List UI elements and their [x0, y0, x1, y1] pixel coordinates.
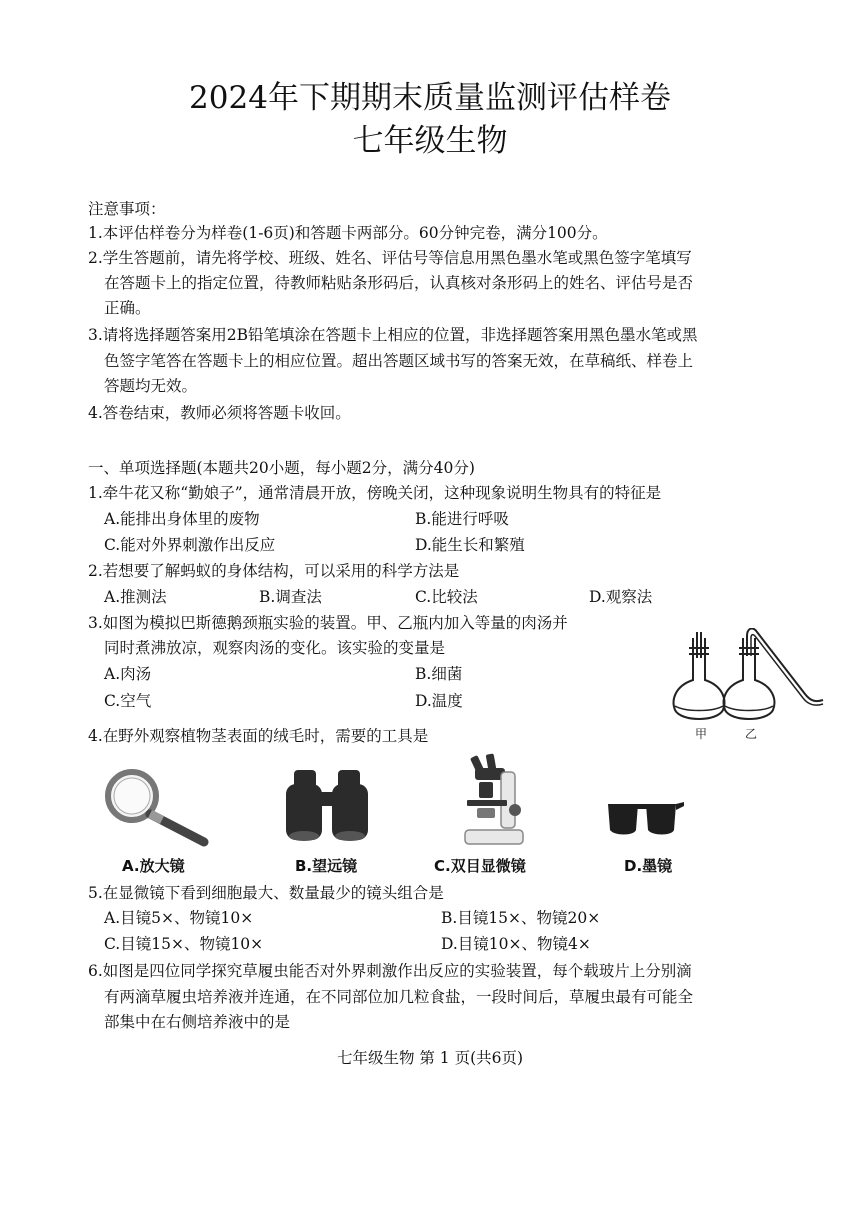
question-2-option-c: C.比较法: [415, 588, 478, 606]
microscope-icon: [455, 752, 535, 848]
notes-heading: 注意事项：: [88, 200, 166, 218]
question-3-option-d: D.温度: [415, 692, 463, 710]
question-5-option-b: B.目镜15×、物镜20×: [441, 909, 601, 927]
magnifier-icon: [100, 768, 215, 848]
question-1-option-b: B.能进行呼吸: [415, 510, 509, 528]
question-6-stem-line-1: 6.如图是四位同学探究草履虫能否对外界刺激作出反应的实验装置，每个载玻片上分别滴: [88, 962, 692, 980]
option-b-caption: B.望远镜: [295, 857, 358, 875]
question-3-stem-line-2: 同时煮沸放凉，观察肉汤的变化。该实验的变量是: [104, 639, 446, 657]
note-2-line-1: 2.学生答题前，请先将学校、班级、姓名、评估号等信息用黑色墨水笔或黑色签字笔填写: [88, 249, 692, 267]
question-1-option-a: A.能排出身体里的废物: [104, 510, 260, 528]
note-3-line-3: 答题均无效。: [104, 377, 198, 395]
question-6-stem-line-3: 部集中在右侧培养液中的是: [104, 1013, 291, 1031]
question-3-option-b: B.细菌: [415, 665, 463, 683]
page-footer: 七年级生物 第 1 页(共6页): [336, 1049, 524, 1067]
note-4: 4.答卷结束，教师必须将答题卡收回。: [88, 404, 351, 422]
section-1-heading: 一、单项选择题(本题共20小题，每小题2分，满分40分): [88, 459, 475, 477]
question-3-stem-line-1: 3.如图为模拟巴斯德鹅颈瓶实验的装置。甲、乙瓶内加入等量的肉汤并: [88, 614, 568, 632]
note-3-line-1: 3.请将选择题答案用2B铅笔填涂在答题卡上相应的位置，非选择题答案用黑色墨水笔或黑: [88, 326, 698, 344]
option-a-caption: A.放大镜: [122, 857, 185, 875]
question-4-stem: 4.在野外观察植物茎表面的绒毛时，需要的工具是: [88, 727, 429, 745]
flask-yi-label: 乙: [745, 727, 758, 741]
question-2-option-b: B.调查法: [259, 588, 322, 606]
question-5-option-d: D.目镜10×、物镜4×: [441, 935, 591, 953]
note-1: 1.本评估样卷分为样卷(1-6页)和答题卡两部分。60分钟完卷，满分100分。: [88, 224, 608, 242]
flask-jia-label: 甲: [695, 727, 708, 741]
question-3-option-c: C.空气: [104, 692, 152, 710]
exam-subtitle: 七年级生物: [352, 123, 508, 159]
question-5-option-c: C.目镜15×、物镜10×: [104, 935, 264, 953]
question-1-option-c: C.能对外界刺激作出反应: [104, 536, 276, 554]
question-2-option-d: D.观察法: [589, 588, 653, 606]
question-5-stem: 5.在显微镜下看到细胞最大、数量最少的镜头组合是: [88, 884, 444, 902]
question-5-option-a: A.目镜5×、物镜10×: [104, 909, 254, 927]
question-1-stem: 1.牵牛花又称“勤娘子”，通常清晨开放，傍晚关闭，这种现象说明生物具有的特征是: [88, 484, 662, 502]
swan-neck-flask-figure: [665, 628, 830, 744]
option-d-caption: D.墨镜: [624, 857, 673, 875]
note-2-line-2: 在答题卡上的指定位置，待教师粘贴条形码后，认真核对条形码上的姓名、评估号是否: [104, 274, 694, 292]
binoculars-icon: [274, 766, 384, 846]
question-3-option-a: A.肉汤: [104, 665, 152, 683]
exam-title: 2024年下期期末质量监测评估样卷: [189, 80, 671, 116]
question-2-option-a: A.推测法: [104, 588, 167, 606]
sunglasses-icon: [604, 796, 686, 842]
question-2-stem: 2.若想要了解蚂蚁的身体结构，可以采用的科学方法是: [88, 562, 460, 580]
question-6-stem-line-2: 有两滴草履虫培养液并连通，在不同部位加几粒食盐，一段时间后，草履虫最有可能全: [104, 988, 694, 1006]
flask-jia-icon: [674, 638, 725, 719]
note-2-line-3: 正确。: [104, 299, 151, 317]
option-c-caption: C.双目显微镜: [434, 857, 526, 875]
question-1-option-d: D.能生长和繁殖: [415, 536, 525, 554]
note-3-line-2: 色签字笔答在答题卡上的相应位置。超出答题区域书写的答案无效，在草稿纸、样卷上: [104, 352, 694, 370]
